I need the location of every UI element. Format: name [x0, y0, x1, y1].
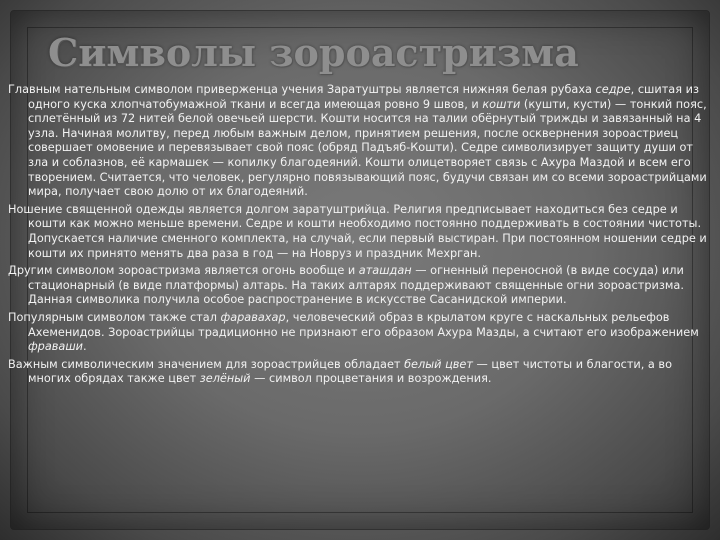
- slide-title: Символы зороастризма: [48, 30, 579, 75]
- italic-term-faravahar: фараваxар: [220, 310, 286, 324]
- paragraph-sacred-clothing: [8, 203, 712, 261]
- text-run: Важным символическим значением для зороастрийцев обладает: [8, 357, 405, 371]
- italic-term-white: белый цвет: [404, 357, 473, 371]
- text-run: Ношение священной одежды является долгом заратуштрийца. Религия предписывает находиться без седре и кошти как можно меньше времени. Седре и кошти необходимо постоянно поддерживать в состоянии чистоты. Допускается наличие сменного комплекта, на случай, если первый выстиран. При постоянном ношении седре и кошти их принято менять два раза в год — на Новруз и праздник Мехрган.: [8, 202, 707, 260]
- text-run: Главным нательным символом приверженца учения Заратуштры является нижняя белая рубаха: [8, 83, 596, 96]
- text-run: — символ процветания и возрождения.: [250, 372, 492, 386]
- paragraph-colors: [8, 358, 712, 387]
- paragraph-faravahar: [8, 311, 712, 355]
- italic-term-atashdan: аташдан: [358, 264, 412, 278]
- text-run: , человеческий образ в крылатом круге с наскальных рельефов Ахеменидов. Зороастрийцы традиционно не признают его образом Ахура Мазды, а считают его изображением: [28, 310, 699, 339]
- text-run: — огненный переносной (в виде сосуда) или стационарный (в виде платформы) алтарь. На таких алтарях поддерживают священные огни зороастризма. Данная символика получила особое распространение в искусстве Сасанидской империи.: [28, 264, 684, 307]
- italic-term-koshti: кошти: [482, 97, 521, 111]
- paragraph-fire-atashdan: [8, 264, 712, 308]
- italic-term-fravashi: фраваши: [28, 340, 84, 354]
- slide-body: [8, 83, 712, 390]
- text-run: — цвет чистоты и благости, а во многих обрядах также цвет: [28, 357, 673, 386]
- text-run: Другим символом зороастризма является огонь вообще и: [8, 264, 359, 278]
- italic-term-green: зелёный: [199, 372, 251, 386]
- italic-term-sedre: седре: [595, 83, 631, 96]
- text-run: , сшитая из одного куска хлопчатобумажной ткани и всегда имеющая ровно 9 швов, и: [28, 83, 699, 111]
- text-run: (кушти, кусти) — тонкий пояс, сплетённый из 72 нитей белой овечьей шерсти. Кошти носится на талии обёрнутый трижды и завязанный на 4 узла. Начиная молитву, перед любым важным делом, принятием решения, после осквернения зороастриец совершает омовение и перевязывает свой пояс (обряд Падъяб-Кошти). Седре символизирует защиту души от зла и соблазнов, её кармашек — копилку благодеяний. Кошти олицетворяет связь с Ахура Маздой и всем его творением. Считается, что человек, регулярно повязывающий пояс, будучи связан им со всеми зороастрийцами мира, получает свою долю от их благодеяний.: [28, 97, 707, 199]
- text-run: Популярным символом также стал: [8, 310, 221, 324]
- paragraph-sedre-koshti: [8, 83, 712, 200]
- text-run: .: [83, 340, 87, 354]
